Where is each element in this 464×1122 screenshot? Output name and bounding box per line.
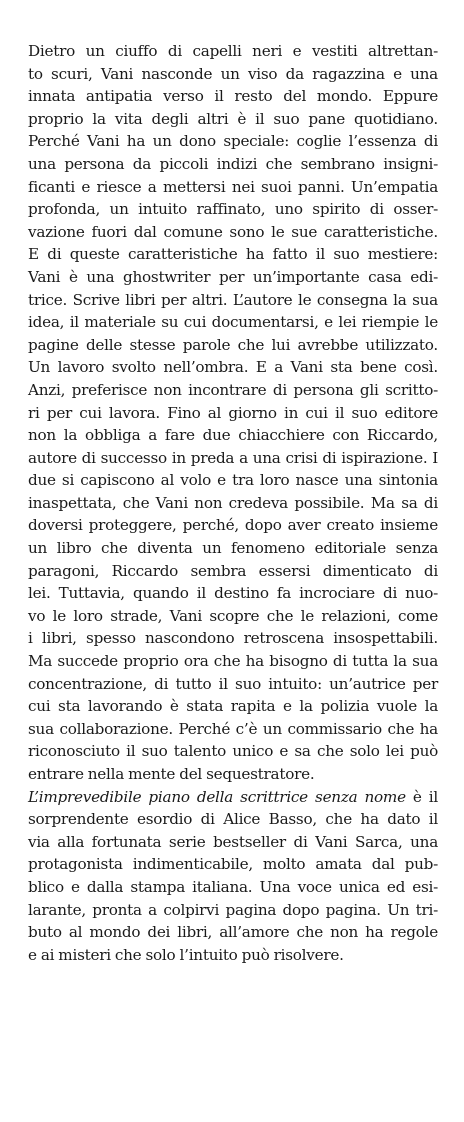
text-line: Perché Vani ha un dono speciale: coglie l’essenza di bbox=[28, 132, 438, 151]
text-line: buto al mondo dei libri, all’amore che non ha regole bbox=[28, 923, 438, 942]
book-title: L’imprevedibile piano della scrittrice senza nome bbox=[28, 787, 406, 806]
text-line: i libri, spesso nascondono retroscena insospettabili. bbox=[28, 629, 438, 648]
text-line: proprio la vita degli altri è il suo pane quotidiano. bbox=[28, 109, 438, 128]
text-line: lei. Tuttavia, quando il destino fa incrociare di nuo- bbox=[28, 584, 438, 603]
text-line: doversi proteggere, perché, dopo aver creato insieme bbox=[28, 516, 438, 535]
text-line: e ai misteri che solo l’intuito può risolvere. bbox=[28, 945, 344, 964]
blurb-paragraph-2 bbox=[28, 786, 438, 967]
text-line: sorprendente esordio di Alice Basso, che ha dato il bbox=[28, 810, 438, 829]
text-line: due si capiscono al volo e tra loro nasce una sintonia bbox=[28, 471, 438, 490]
blurb-paragraph-1 bbox=[28, 40, 438, 786]
text-line: innata antipatia verso il resto del mondo. Eppure bbox=[28, 87, 438, 106]
text-line: via alla fortunata serie bestseller di Vani Sarca, una bbox=[28, 832, 438, 851]
text-fragment: è il bbox=[405, 787, 438, 806]
text-line bbox=[28, 786, 438, 809]
text-line: idea, il materiale su cui documentarsi, e lei riempie le bbox=[28, 313, 438, 332]
text-line: cui sta lavorando è stata rapita e la polizia vuole la bbox=[28, 697, 438, 716]
text-line: Un lavoro svolto nell’ombra. E a Vani sta bene così. bbox=[28, 358, 438, 377]
text-line: larante, pronta a colpirvi pagina dopo pagina. Un tri- bbox=[28, 900, 438, 919]
text-line: Vani è una ghostwriter per un’importante casa edi- bbox=[28, 267, 438, 286]
text-line: vo le loro strade, Vani scopre che le relazioni, come bbox=[28, 606, 438, 625]
book-blurb bbox=[28, 40, 438, 966]
text-line: ficanti e riesce a mettersi nei suoi panni. Un’empatia bbox=[28, 177, 438, 196]
text-line: Dietro un ciuffo di capelli neri e vestiti altrettan- bbox=[28, 42, 438, 60]
text-line: E di queste caratteristiche ha fatto il suo mestiere: bbox=[28, 245, 438, 264]
text-line: non la obbliga a fare due chiacchiere con Riccardo, bbox=[28, 426, 438, 445]
text-line: entrare nella mente del sequestratore. bbox=[28, 765, 315, 783]
text-line: autore di successo in preda a una crisi di ispirazione. I bbox=[28, 448, 438, 467]
text-line: blico e dalla stampa italiana. Una voce unica ed esi- bbox=[28, 877, 438, 896]
text-line: paragoni, Riccardo sembra essersi dimenticato di bbox=[28, 561, 438, 580]
text-line: Ma succede proprio ora che ha bisogno di tutta la sua bbox=[28, 652, 438, 671]
text-line: to scuri, Vani nasconde un viso da ragazzina e una bbox=[28, 64, 438, 83]
text-line: ri per cui lavora. Fino al giorno in cui il suo editore bbox=[28, 403, 438, 422]
text-line: concentrazione, di tutto il suo intuito: un’autrice per bbox=[28, 674, 438, 693]
text-line: profonda, un intuito raffinato, uno spirito di osser- bbox=[28, 200, 438, 219]
text-line: trice. Scrive libri per altri. L’autore le consegna la sua bbox=[28, 290, 438, 309]
text-line: protagonista indimenticabile, molto amata dal pub- bbox=[28, 855, 438, 874]
text-line: vazione fuori dal comune sono le sue caratteristiche. bbox=[28, 222, 438, 241]
text-line: pagine delle stesse parole che lui avrebbe utilizzato. bbox=[28, 335, 438, 354]
text-line: Anzi, preferisce non incontrare di persona gli scritto- bbox=[28, 380, 438, 399]
text-line: riconosciuto il suo talento unico e sa che solo lei può bbox=[28, 742, 438, 761]
text-line: inaspettata, che Vani non credeva possibile. Ma sa di bbox=[28, 493, 438, 512]
text-line: una persona da piccoli indizi che sembrano insigni- bbox=[28, 154, 438, 173]
text-line: un libro che diventa un fenomeno editoriale senza bbox=[28, 539, 438, 558]
text-line: sua collaborazione. Perché c’è un commissario che ha bbox=[28, 719, 438, 738]
